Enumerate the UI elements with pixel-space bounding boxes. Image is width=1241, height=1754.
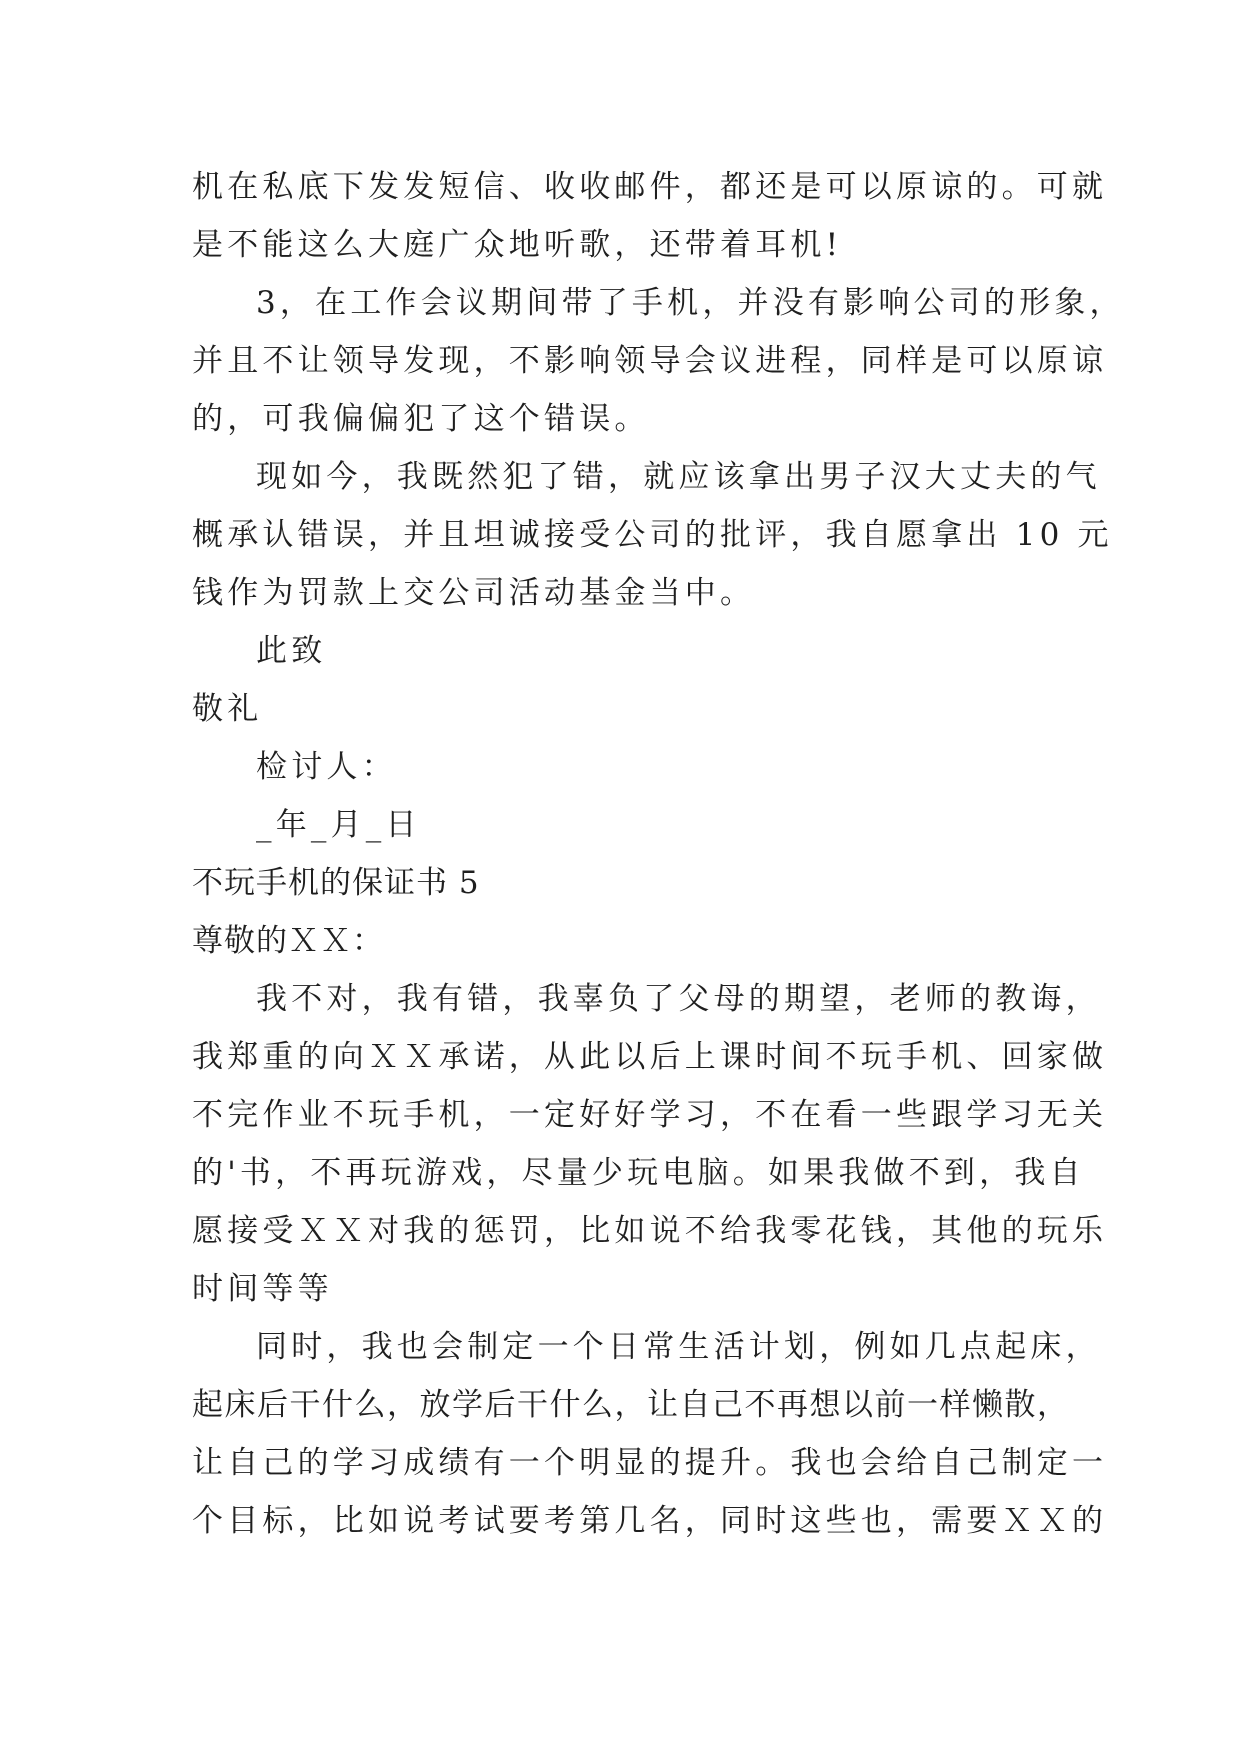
paragraph-line: 并且不让领导发现，不影响领导会议进程，同样是可以原谅 [192,343,1108,379]
closing-regards: 敬礼 [192,691,263,727]
paragraph-line: 机在私底下发发短信、收收邮件，都还是可以原谅的。可就 [192,169,1108,205]
date-line: _年_月_日 [256,807,421,843]
paragraph-line: 是不能这么大庭广众地听歌，还带着耳机! [192,227,843,263]
signature-label: 检讨人： [256,749,397,785]
paragraph-line: 的，可我偏偏犯了这个错误。 [192,401,650,437]
closing-salutation: 此致 [256,633,327,669]
paragraph-line: 个目标，比如说考试要考第几名，同时这些也，需要ＸＸ的 [192,1503,1108,1539]
paragraph-line: 钱作为罚款上交公司活动基金当中。 [192,575,756,611]
paragraph-line: 让自己的学习成绩有一个明显的提升。我也会给自己制定一 [192,1445,1108,1481]
greeting: 尊敬的ＸＸ： [192,923,384,959]
paragraph-line: 现如今，我既然犯了错，就应该拿出男子汉大丈夫的气 [256,459,1101,495]
paragraph-line: 概承认错误，并且坦诚接受公司的批评，我自愿拿出 10 元 [192,517,1113,553]
paragraph-line: 不完作业不玩手机，一定好好学习，不在看一些跟学习无关 [192,1097,1108,1133]
paragraph-line: 同时，我也会制定一个日常生活计划，例如几点起床， [256,1329,1101,1365]
paragraph-line: 时间等等 [192,1271,333,1307]
section-title: 不玩手机的保证书 5 [192,865,480,901]
paragraph-line: 起床后干什么，放学后干什么，让自己不再想以前一样懒散， [192,1387,1070,1423]
paragraph-line: 的'书，不再玩游戏，尽量少玩电脑。如果我做不到，我自 [192,1155,1085,1191]
paragraph-line: 愿接受ＸＸ对我的惩罚，比如说不给我零花钱，其他的玩乐 [192,1213,1108,1249]
paragraph-line: 我不对，我有错，我辜负了父母的期望，老师的教诲， [256,981,1101,1017]
paragraph-line: 我郑重的向ＸＸ承诺，从此以后上课时间不玩手机、回家做 [192,1039,1108,1075]
paragraph-line: 3，在工作会议期间带了手机，并没有影响公司的形象， [256,285,1125,321]
